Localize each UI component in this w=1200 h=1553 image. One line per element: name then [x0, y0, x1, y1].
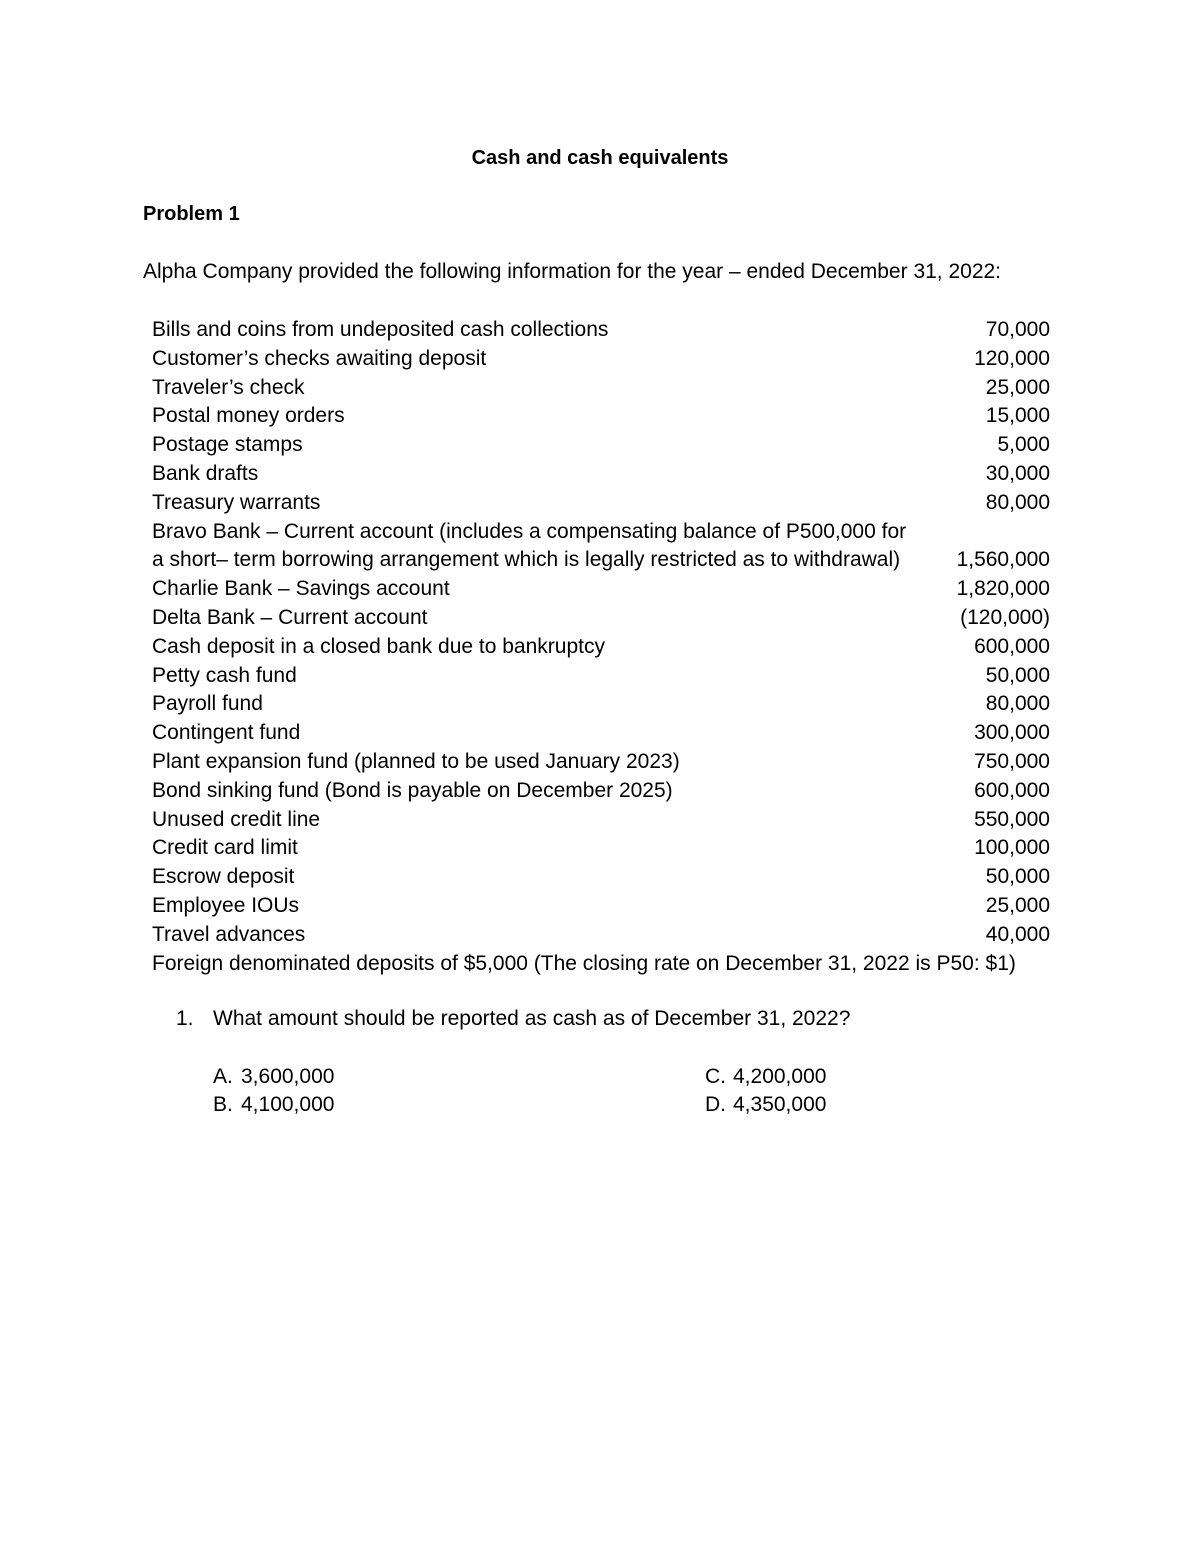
item-row [152, 460, 1050, 489]
item-label: Escrow deposit [152, 865, 295, 889]
item-amount: 50,000 [985, 865, 1050, 889]
choice-c[interactable] [705, 1063, 826, 1091]
item-label: Credit card limit [152, 836, 298, 860]
item-row [152, 575, 1050, 604]
item-label: Treasury warrants [152, 490, 321, 514]
item-label: Plant expansion fund (planned to be used January 2023) [152, 749, 680, 773]
document-title: Cash and cash equivalents [471, 147, 729, 169]
choice-letter: D. [705, 1093, 726, 1116]
item-row [152, 892, 1050, 921]
choice-d[interactable] [705, 1091, 826, 1119]
item-row [152, 431, 1050, 460]
item-row [152, 374, 1050, 403]
item-amount: 550,000 [974, 807, 1050, 831]
choice-letter: C. [705, 1065, 726, 1088]
cash-items-list [152, 316, 1050, 978]
item-label: Foreign denominated deposits of $5,000 (The closing rate on December 31, 2022 is P50: $1) [152, 951, 1016, 975]
problem-heading: Problem 1 [143, 203, 240, 225]
item-row [152, 863, 1050, 892]
item-label: Charlie Bank – Savings account [152, 577, 450, 601]
item-row [152, 777, 1050, 806]
item-amount: 50,000 [985, 663, 1050, 687]
item-label: Postal money orders [152, 404, 345, 428]
item-row [152, 316, 1050, 345]
item-amount: 40,000 [985, 922, 1050, 946]
item-row [152, 921, 1050, 950]
item-amount: 100,000 [974, 836, 1050, 860]
item-label: Postage stamps [152, 433, 303, 457]
item-row [152, 690, 1050, 719]
item-label: Bond sinking fund (Bond is payable on December 2025) [152, 778, 673, 802]
item-amount: 600,000 [974, 778, 1050, 802]
item-row [152, 546, 1050, 575]
item-label: Petty cash fund [152, 663, 297, 687]
item-label: Contingent fund [152, 721, 301, 745]
item-amount: 300,000 [974, 721, 1050, 745]
choice-letter: A. [213, 1065, 233, 1088]
item-row [152, 748, 1050, 777]
item-label: Cash deposit in a closed bank due to bankruptcy [152, 634, 605, 658]
item-amount: 15,000 [985, 404, 1050, 428]
question-1 [176, 1005, 850, 1033]
choice-a[interactable] [213, 1063, 334, 1091]
item-amount: 80,000 [985, 692, 1050, 716]
item-row [152, 604, 1050, 633]
item-label: Unused credit line [152, 807, 321, 831]
item-row [152, 806, 1050, 835]
question-text: What amount should be reported as cash as of December 31, 2022? [213, 1007, 851, 1030]
item-amount: 25,000 [985, 375, 1050, 399]
choice-b[interactable] [213, 1091, 334, 1119]
item-amount: 70,000 [985, 318, 1050, 341]
item-label: Travel advances [152, 922, 306, 946]
item-amount: 120,000 [974, 346, 1050, 370]
item-label: Payroll fund [152, 692, 263, 716]
item-amount: 1,820,000 [956, 577, 1050, 601]
item-amount: 80,000 [985, 490, 1050, 514]
item-row [152, 633, 1050, 662]
item-amount: 750,000 [974, 749, 1050, 773]
item-amount: 600,000 [974, 634, 1050, 658]
item-row [152, 662, 1050, 691]
item-label: Traveler’s check [152, 375, 305, 399]
choice-value: 4,100,000 [241, 1093, 335, 1116]
item-label: a short– term borrowing arrangement which is legally restricted as to withdrawal) [152, 548, 901, 572]
item-label: Customer’s checks awaiting deposit [152, 346, 487, 370]
item-row [152, 950, 1050, 979]
item-amount: 30,000 [985, 461, 1050, 485]
item-row [152, 834, 1050, 863]
item-label: Delta Bank – Current account [152, 605, 428, 629]
item-row [152, 719, 1050, 748]
item-amount: 1,560,000 [956, 548, 1050, 572]
item-label: Employee IOUs [152, 893, 300, 917]
item-row [152, 402, 1050, 431]
item-row [152, 518, 1050, 547]
item-amount: 5,000 [997, 433, 1050, 457]
item-row [152, 345, 1050, 374]
item-row [152, 489, 1050, 518]
item-amount: (120,000) [960, 605, 1050, 629]
choice-letter: B. [213, 1093, 233, 1116]
item-label: Bank drafts [152, 461, 259, 485]
choice-value: 4,350,000 [733, 1093, 827, 1116]
item-label: Bills and coins from undeposited cash collections [152, 318, 609, 341]
item-label: Bravo Bank – Current account (includes a compensating balance of P500,000 for [152, 519, 907, 543]
question-number: 1. [176, 1007, 194, 1030]
problem-intro: Alpha Company provided the following information for the year – ended December 31, 2022: [143, 260, 1002, 283]
item-amount: 25,000 [985, 893, 1050, 917]
choice-value: 4,200,000 [733, 1065, 827, 1088]
choice-value: 3,600,000 [241, 1065, 335, 1088]
